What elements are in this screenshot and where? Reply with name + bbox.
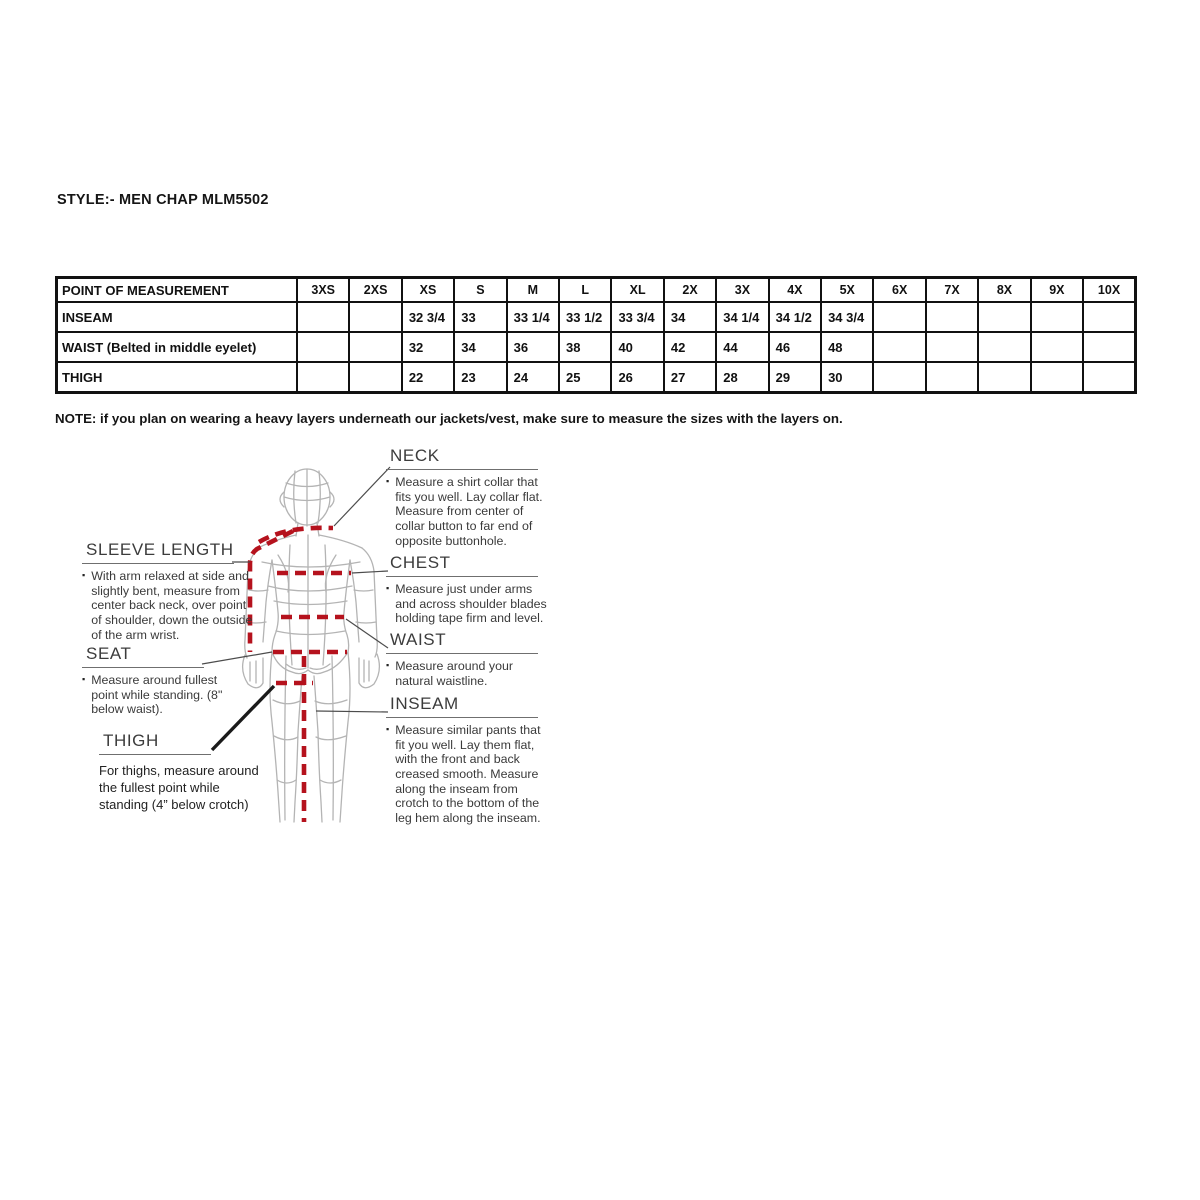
chest-description: Measure just under arms and across shoulder blades holding tape firm and level. [395,582,547,626]
size-value-cell [978,332,1030,362]
size-value-cell: 42 [664,332,716,362]
size-value-cell: 48 [821,332,873,362]
size-value-cell: 34 1/2 [769,302,821,332]
waist-connector [346,619,388,648]
size-value-cell: 28 [716,362,768,393]
size-value-cell [873,302,925,332]
table-row [57,302,1136,332]
size-value-cell: 38 [559,332,611,362]
size-value-cell [1031,332,1083,362]
size-chart-table [55,276,1137,394]
size-value-cell: 29 [769,362,821,393]
col-header-4x: 4X [769,278,821,303]
size-value-cell [978,362,1030,393]
size-value-cell: 24 [507,362,559,393]
sleeve-description: With arm relaxed at side and slightly bent, measure from center back neck, over point of shoulder, down the outside of the arm wrist. [91,569,253,642]
style-title: STYLE:- MEN CHAP MLM5502 [57,192,269,208]
size-value-cell [873,332,925,362]
measure-section-sleeve [82,540,254,642]
size-value-cell [297,362,349,393]
size-value-cell: 44 [716,332,768,362]
thigh-heading: THIGH [99,731,211,755]
size-value-cell: 30 [821,362,873,393]
size-value-cell: 33 [454,302,506,332]
sleeve-body [82,569,254,642]
col-header-8x: 8X [978,278,1030,303]
size-value-cell: 34 3/4 [821,302,873,332]
size-value-cell: 26 [611,362,663,393]
col-header-3xs: 3XS [297,278,349,303]
neck-measure-line [259,528,333,542]
col-header-m: M [507,278,559,303]
table-row [57,332,1136,362]
size-value-cell [873,362,925,393]
size-value-cell [926,332,978,362]
measure-section-neck [386,446,550,548]
size-value-cell [349,362,401,393]
bullet-square-icon: ▪ [386,583,390,593]
size-value-cell [349,302,401,332]
col-header-9x: 9X [1031,278,1083,303]
size-value-cell: 34 [454,332,506,362]
waist-heading: WAIST [386,630,538,654]
inseam-connector [316,711,388,712]
size-value-cell [1031,362,1083,393]
bullet-square-icon: ▪ [386,724,390,734]
chest-heading: CHEST [386,553,538,577]
thigh-description: For thighs, measure around the fullest point while standing (4” below crotch) [99,763,259,813]
thigh-body [99,762,259,813]
size-value-cell: 34 1/4 [716,302,768,332]
table-row [57,362,1136,393]
bullet-square-icon: ▪ [82,674,86,684]
inseam-heading: INSEAM [386,694,538,718]
col-header-l: L [559,278,611,303]
col-header-xs: XS [402,278,454,303]
bullet-square-icon: ▪ [386,476,390,486]
col-header-2x: 2X [664,278,716,303]
size-value-cell [1083,302,1135,332]
measure-section-thigh [99,731,259,813]
size-value-cell [297,332,349,362]
measure-section-waist [386,630,546,688]
col-header-s: S [454,278,506,303]
col-header-6x: 6X [873,278,925,303]
size-value-cell: 32 3/4 [402,302,454,332]
size-value-cell [978,302,1030,332]
measure-section-chest [386,553,556,626]
size-value-cell [926,302,978,332]
col-header-point-of-measurement: POINT OF MEASUREMENT [57,278,298,303]
size-value-cell: 40 [611,332,663,362]
col-header-xl: XL [611,278,663,303]
row-label: WAIST (Belted in middle eyelet) [57,332,298,362]
seat-description: Measure around fullest point while standing. (8" below waist). [91,673,223,717]
sleeve-heading: SLEEVE LENGTH [82,540,234,564]
waist-body [386,659,546,688]
size-value-cell: 36 [507,332,559,362]
chest-connector [352,571,388,573]
col-header-5x: 5X [821,278,873,303]
inseam-description: Measure similar pants that fit you well. Lay them flat, with the front and back creased smooth. Measure along the inseam from crotch to the bottom of the leg hem along the inseam. [395,723,541,825]
seat-body [82,673,234,717]
size-value-cell [1031,302,1083,332]
size-value-cell: 33 1/4 [507,302,559,332]
col-header-10x: 10X [1083,278,1135,303]
neck-body [386,475,550,548]
size-value-cell [349,332,401,362]
col-header-3x: 3X [716,278,768,303]
col-header-2xs: 2XS [349,278,401,303]
sleeve-measure-line [250,531,293,652]
waist-description: Measure around your natural waistline. [395,659,513,688]
size-value-cell: 33 1/2 [559,302,611,332]
note-text: NOTE: if you plan on wearing a heavy layers underneath our jackets/vest, make sure to measure the sizes with the layers on. [55,411,843,426]
size-value-cell: 32 [402,332,454,362]
neck-description: Measure a shirt collar that fits you well. Lay collar flat. Measure from center of collar button to far end of opposite buttonhole. [395,475,543,548]
size-value-cell: 23 [454,362,506,393]
size-chart-header-row [57,278,1136,303]
body-wireframe [243,469,380,822]
size-value-cell: 27 [664,362,716,393]
size-value-cell [1083,362,1135,393]
chest-body [386,582,556,626]
size-value-cell: 25 [559,362,611,393]
row-label: INSEAM [57,302,298,332]
size-value-cell: 46 [769,332,821,362]
measure-section-seat [82,644,234,717]
measurement-dash-lines [250,528,351,822]
size-value-cell: 34 [664,302,716,332]
size-value-cell: 33 3/4 [611,302,663,332]
seat-heading: SEAT [82,644,204,668]
neck-connector [334,467,390,526]
size-value-cell: 22 [402,362,454,393]
size-value-cell [926,362,978,393]
col-header-7x: 7X [926,278,978,303]
bullet-square-icon: ▪ [82,570,86,580]
size-value-cell [297,302,349,332]
measure-section-inseam [386,694,550,825]
neck-heading: NECK [386,446,538,470]
row-label: THIGH [57,362,298,393]
bullet-square-icon: ▪ [386,660,390,670]
size-value-cell [1083,332,1135,362]
inseam-body [386,723,550,825]
